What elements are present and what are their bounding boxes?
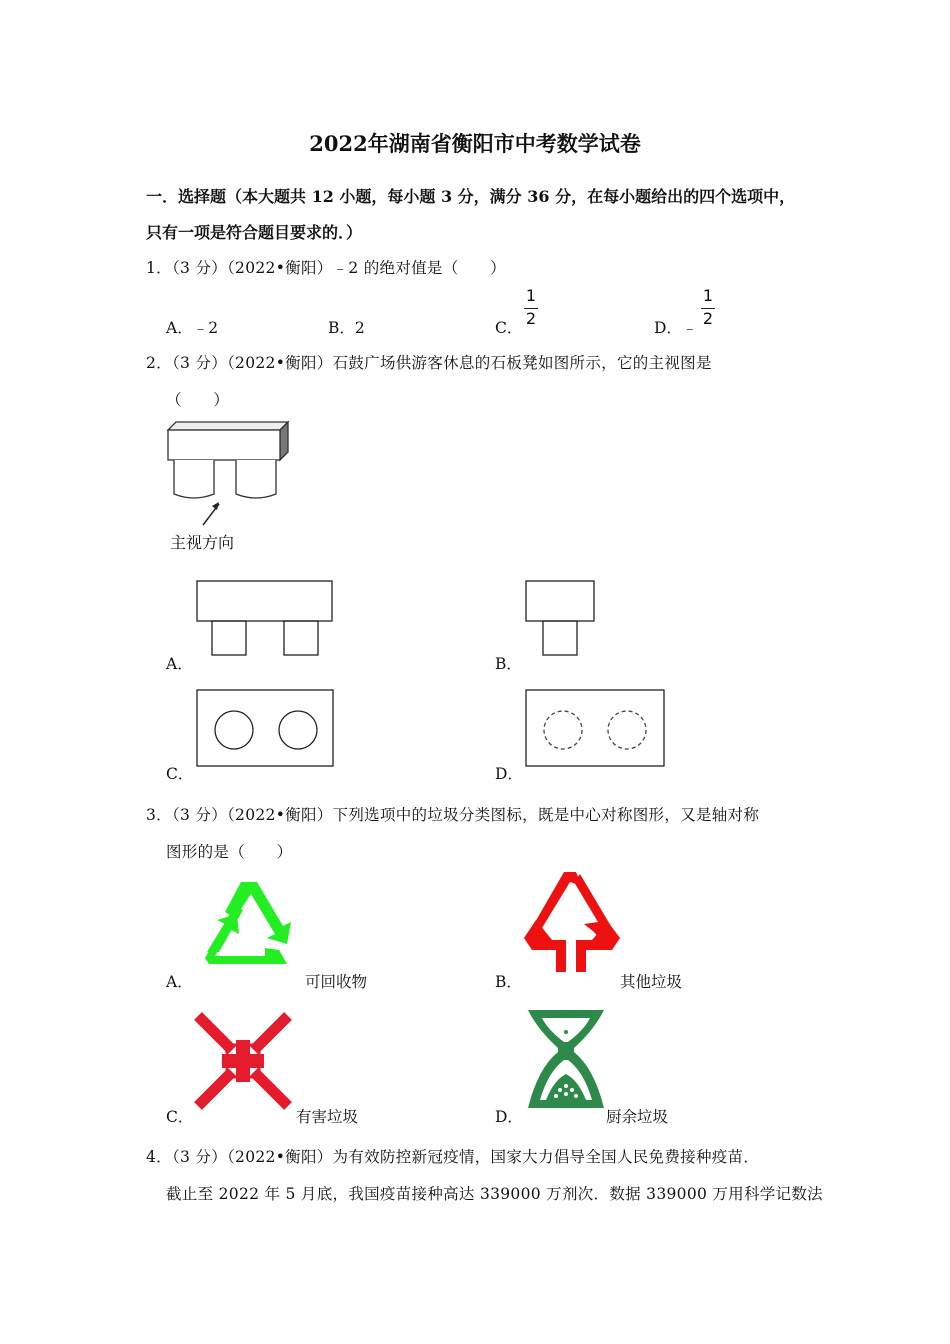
q3-option-c: C． [166, 1108, 194, 1126]
q1-option-d: D．﹣ [654, 319, 698, 337]
q2-option-d-figure [525, 689, 667, 769]
question-2-stem: 2．（3 分）（2022•衡阳）石鼓广场供游客休息的石板凳如图所示，它的主视图是 [146, 354, 712, 372]
q2-option-b-figure [525, 580, 597, 660]
question-1-stem: 1．（3 分）（2022•衡阳）﹣2 的绝对值是（ ） [146, 259, 506, 277]
q2-option-a-figure [196, 580, 336, 660]
kitchen-waste-icon [524, 1008, 608, 1112]
bench-3d-figure [160, 418, 300, 508]
q3-option-a-label: 可回收物 [305, 973, 368, 991]
q3-option-b-label: 其他垃圾 [620, 973, 683, 991]
hazardous-waste-icon [192, 1010, 294, 1112]
question-4-stem: 4．（3 分）（2022•衡阳）为有效防控新冠疫情，国家大力倡导全国人民免费接种疫苗． [146, 1148, 760, 1166]
q1-c-fraction-numerator: 1 [525, 286, 537, 305]
question-3-stem-line2: 图形的是（ ） [166, 843, 293, 861]
q3-option-b: B． [495, 973, 522, 991]
q2-option-a: A． [166, 655, 193, 673]
question-2-paren: （ ） [166, 391, 230, 409]
q3-option-d: D． [495, 1108, 523, 1126]
recycle-icon [195, 878, 305, 978]
q1-option-a: A．﹣2 [166, 319, 219, 337]
q2-option-c: C． [166, 765, 194, 783]
q1-c-fraction-denominator: 2 [525, 309, 537, 328]
question-4-stem-line2: 截止至 2022 年 5 月底，我国疫苗接种高达 339000 万剂次．数据 339000 万用科学记数法 [166, 1185, 823, 1203]
q2-option-c-figure [196, 689, 336, 769]
q1-option-c: C． [495, 319, 523, 337]
section-header-line1: 一．选择题（本大题共 12 小题，每小题 3 分，满分 36 分，在每小题给出的四个选项中， [146, 187, 796, 206]
q1-d-fraction-denominator: 2 [702, 309, 714, 328]
q1-option-b: B．2 [328, 319, 365, 337]
question-3-stem: 3．（3 分）（2022•衡阳）下列选项中的垃圾分类图标，既是中心对称图形，又是轴对称 [146, 806, 760, 824]
q3-option-d-label: 厨余垃圾 [606, 1108, 669, 1126]
q2-option-d: D． [495, 765, 523, 783]
view-direction-label: 主视方向 [170, 533, 235, 552]
other-waste-icon [522, 868, 622, 978]
q2-option-b: B． [495, 655, 522, 673]
view-direction-arrow-icon [195, 500, 225, 530]
page-title: 2022年湖南省衡阳市中考数学试卷 [309, 131, 641, 156]
q1-d-fraction-numerator: 1 [702, 286, 714, 305]
section-header-line2: 只有一项是符合题目要求的．） [146, 223, 363, 242]
q3-option-c-label: 有害垃圾 [296, 1108, 359, 1126]
q3-option-a: A． [166, 973, 193, 991]
